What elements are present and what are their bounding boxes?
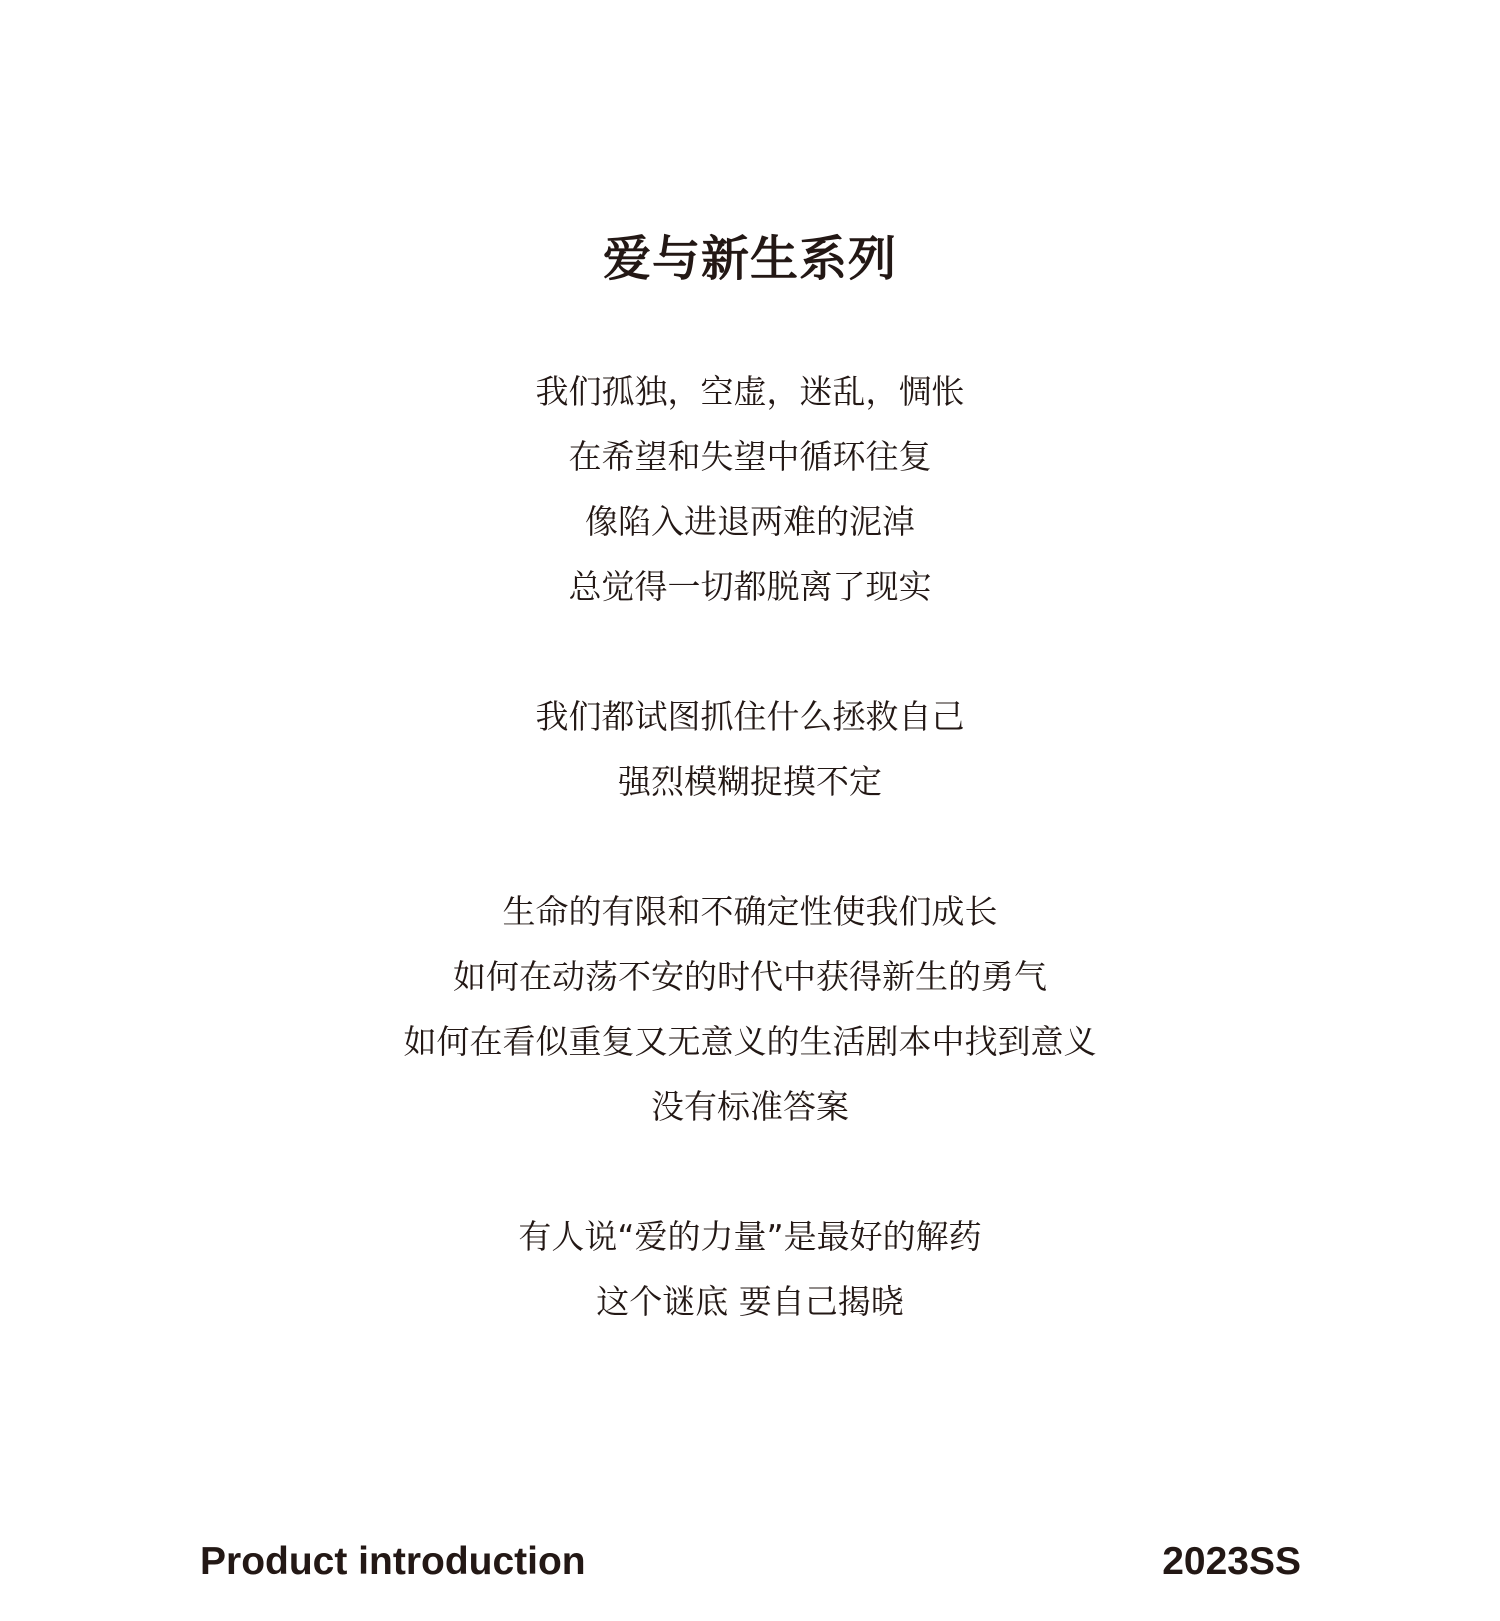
poem-line: 如何在看似重复又无意义的生活剧本中找到意义: [403, 1022, 1097, 1061]
poem-line: 在希望和失望中循环往复: [568, 437, 932, 476]
poem-line: 像陷入进退两难的泥淖: [585, 502, 915, 541]
poem-line: 生命的有限和不确定性使我们成长: [502, 892, 998, 931]
poem-line: 没有标准答案: [651, 1087, 849, 1126]
page-title: 爱与新生系列: [602, 231, 897, 288]
footer-label: Product introduction: [200, 1540, 586, 1583]
season-label: 2023SS: [1162, 1540, 1301, 1583]
poem-line: 我们孤独，空虚，迷乱，惆怅: [535, 372, 965, 411]
poem-line: 强烈模糊捉摸不定: [618, 762, 882, 801]
poem-line: 这个谜底 要自己揭晓: [596, 1282, 904, 1321]
poem-line: 如何在动荡不安的时代中获得新生的勇气: [453, 957, 1047, 996]
poem-line: 有人说“爱的力量”是最好的解药: [518, 1217, 982, 1256]
poem-line: 总觉得一切都脱离了现实: [568, 567, 932, 606]
poem-line: 我们都试图抓住什么拯救自己: [535, 697, 965, 736]
